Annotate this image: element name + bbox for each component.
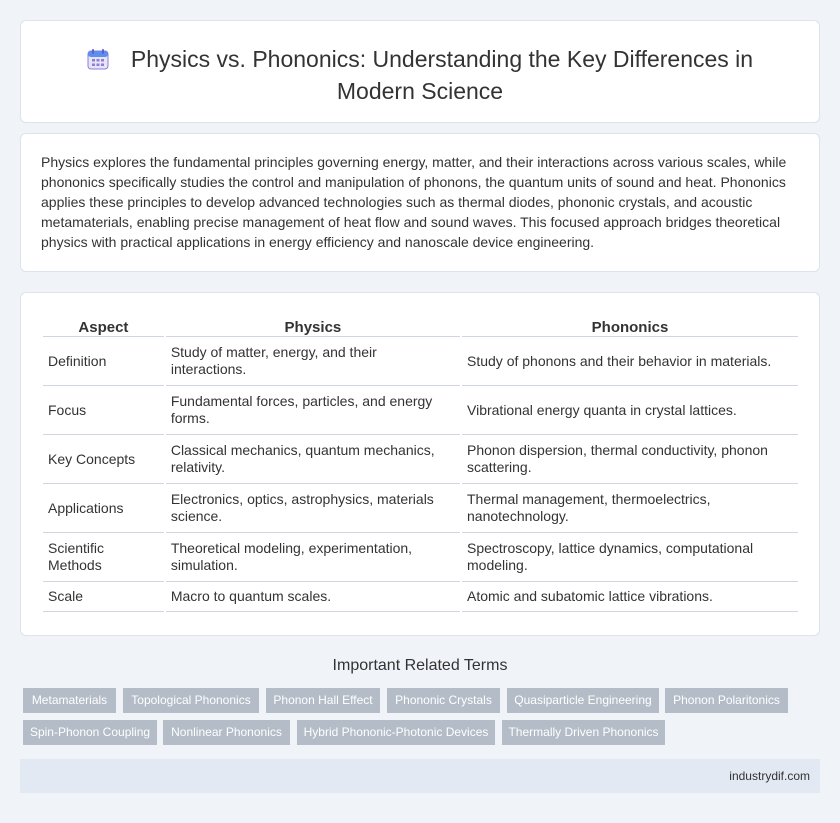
cell-physics: Fundamental forces, particles, and energy forms.	[166, 386, 460, 435]
table-row	[43, 582, 798, 612]
term-tag[interactable]: Phononic Crystals	[387, 688, 500, 713]
term-tag[interactable]: Topological Phononics	[123, 688, 259, 713]
term-tag[interactable]: Phonon Hall Effect	[266, 688, 380, 713]
table-row	[43, 337, 798, 386]
calendar-icon	[87, 48, 109, 77]
cell-aspect: Applications	[43, 484, 164, 533]
cell-aspect: Focus	[43, 386, 164, 435]
header-card	[20, 20, 820, 123]
term-tag[interactable]: Quasiparticle Engineering	[507, 688, 659, 713]
cell-phononics: Thermal management, thermoelectrics, nanotechnology.	[462, 484, 798, 533]
cell-aspect: Definition	[43, 337, 164, 386]
page-title	[81, 45, 759, 106]
header-physics: Physics	[166, 315, 460, 337]
footer	[20, 759, 820, 793]
term-tag[interactable]: Nonlinear Phononics	[163, 720, 290, 745]
cell-physics: Classical mechanics, quantum mechanics, relativity.	[166, 435, 460, 484]
cell-aspect: Scale	[43, 582, 164, 612]
term-tag[interactable]: Phonon Polaritonics	[665, 688, 788, 713]
term-tag[interactable]: Spin-Phonon Coupling	[23, 720, 157, 745]
cell-aspect: Scientific Methods	[43, 533, 164, 582]
page-title-text: Physics vs. Phononics: Understanding the Key Differences in Modern Science	[130, 46, 754, 104]
cell-phononics: Vibrational energy quanta in crystal lattices.	[462, 386, 798, 435]
intro-card	[20, 133, 820, 272]
term-tag[interactable]: Metamaterials	[23, 688, 116, 713]
related-terms-title: Important Related Terms	[332, 657, 508, 674]
header-phononics: Phononics	[462, 315, 798, 337]
cell-phononics: Phonon dispersion, thermal conductivity, phonon scattering.	[462, 435, 798, 484]
table-row	[43, 533, 798, 582]
cell-phononics: Spectroscopy, lattice dynamics, computational modeling.	[462, 533, 798, 582]
cell-physics: Electronics, optics, astrophysics, materials science.	[166, 484, 460, 533]
cell-aspect: Key Concepts	[43, 435, 164, 484]
table-header-row	[43, 315, 798, 337]
footer-site[interactable]: industrydif.com	[729, 769, 810, 783]
term-tag[interactable]: Hybrid Phononic-Photonic Devices	[297, 720, 495, 745]
table-row	[43, 435, 798, 484]
cell-phononics: Atomic and subatomic lattice vibrations.	[462, 582, 798, 612]
comparison-table	[41, 315, 800, 612]
table-row	[43, 484, 798, 533]
header-aspect: Aspect	[43, 315, 164, 337]
cell-physics: Theoretical modeling, experimentation, simulation.	[166, 533, 460, 582]
cell-physics: Study of matter, energy, and their interactions.	[166, 337, 460, 386]
term-tag[interactable]: Thermally Driven Phononics	[502, 720, 665, 745]
cell-phononics: Study of phonons and their behavior in materials.	[462, 337, 798, 386]
table-row	[43, 386, 798, 435]
cell-physics: Macro to quantum scales.	[166, 582, 460, 612]
intro-paragraph: Physics explores the fundamental principles governing energy, matter, and their interactions across various scales, while phononics specifically studies the control and manipulation of phonons, the quantum units of sound and heat. Phononics applies these principles to develop advanced technologies such as thermal diodes, phononic crystals, and acoustic metamaterials, enabling precise management of heat flow and sound waves. This focused approach bridges theoretical physics with practical applications in energy efficiency and nanoscale device engineering.	[41, 154, 787, 250]
comparison-card	[20, 292, 820, 636]
